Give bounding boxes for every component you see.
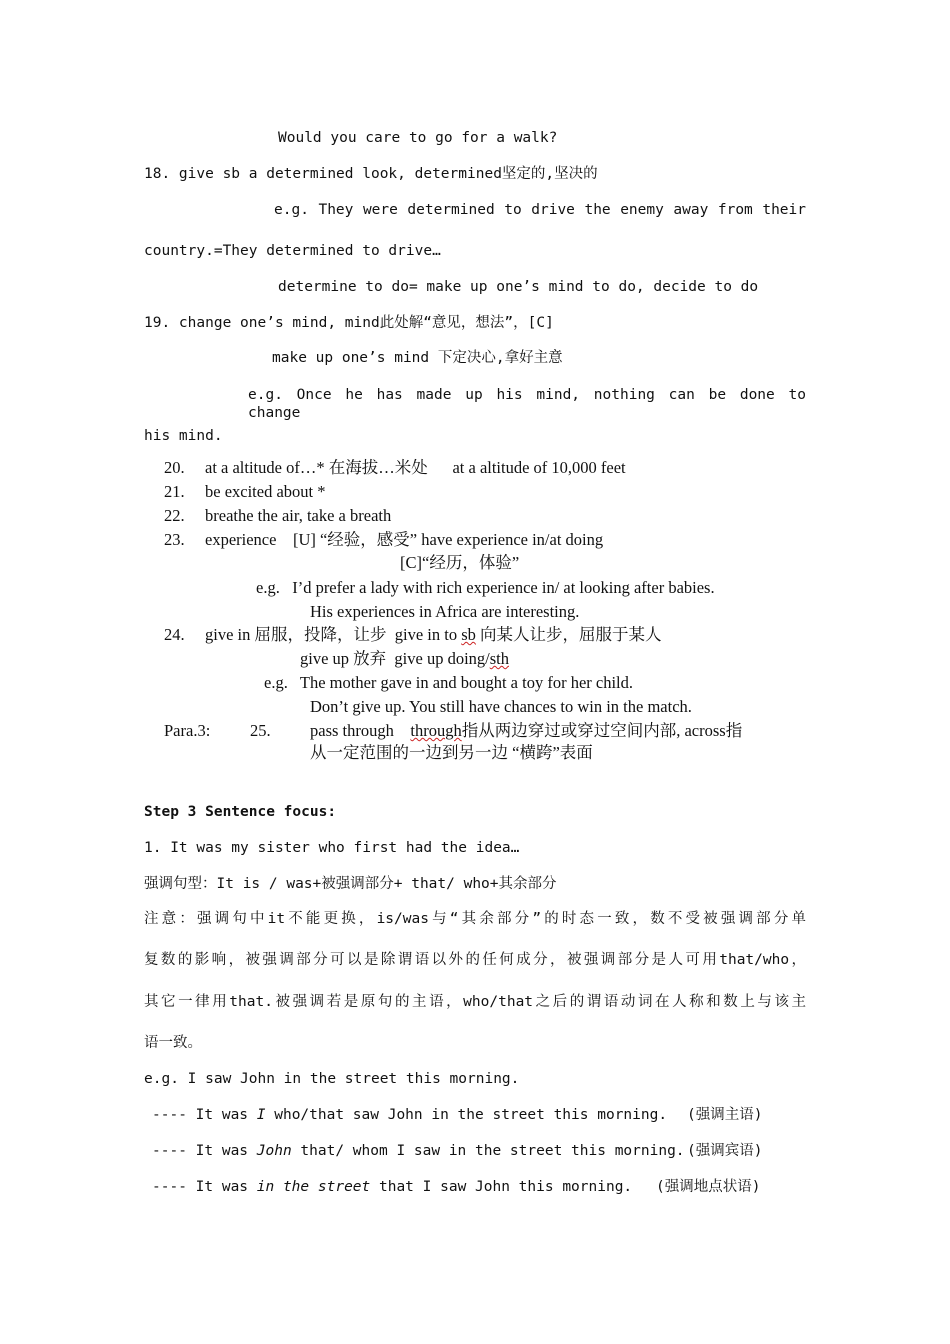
text-run: I xyxy=(256,1107,266,1123)
item-24 xyxy=(205,626,662,644)
item-21-number: 21. xyxy=(164,482,185,501)
sentence-1: 1. It was my sister who first had the idea… xyxy=(144,840,520,856)
text-line: Don’t give up. You still have chances to win in the match. xyxy=(310,697,692,716)
text-line: country.=They determined to drive… xyxy=(144,243,441,259)
example-line: e.g. The mother gave in and bought a toy for her child. xyxy=(264,673,634,692)
text-line: 强调句型：It is / was+被强调部分+ that/ who+其余部分 xyxy=(144,876,557,892)
text-run: ---- It was xyxy=(152,1143,257,1159)
item-25 xyxy=(310,722,742,740)
text-run: John xyxy=(256,1143,292,1159)
example-line xyxy=(152,1178,632,1196)
text-run: pass through xyxy=(310,721,411,740)
text-line: 从一定范围的一边到另一边 “横跨”表面 xyxy=(310,743,593,762)
text-run: ---- It was xyxy=(152,1107,257,1123)
item-24-number: 24. xyxy=(164,625,185,644)
example-line xyxy=(152,1106,667,1124)
text-run: 向某人让步，屈服于某人 xyxy=(475,625,662,644)
item-23: experience [U] “经验，感受” have experience in/at doing xyxy=(205,530,604,549)
text-run: who/that saw John in the street this morning. xyxy=(265,1107,668,1123)
example-line: e.g. They were determined to drive the enemy away from their xyxy=(274,202,806,218)
text-run: 指从两边穿过或穿过空间内部, across指 xyxy=(461,721,743,740)
paragraph-line: 复数的影响，被强调部分可以是除谓语以外的任何成分，被强调部分是人可用that/who， xyxy=(144,952,806,968)
text-line: his mind. xyxy=(144,428,223,444)
text-run: that/ whom I saw in the street this morning. xyxy=(291,1143,685,1159)
text-run: give in 屈服，投降，让步 give in to xyxy=(205,625,462,644)
annotation: (强调主语) xyxy=(687,1107,763,1123)
example-line xyxy=(152,1142,685,1160)
text-line: 语一致。 xyxy=(144,1035,202,1051)
item-21: be excited about * xyxy=(205,482,326,501)
text-line: Would you care to go for a walk? xyxy=(278,130,558,146)
example-line: e.g. Once he has made up his mind, nothing can be done to change xyxy=(248,387,806,421)
item-22-number: 22. xyxy=(164,506,185,525)
text-run: sth xyxy=(489,649,509,668)
text-run: in the street xyxy=(256,1179,371,1195)
item-25-number: 25. xyxy=(250,721,271,740)
paragraph-line: 注意：强调句中it不能更换，is/was与“其余部分”的时态一致，数不受被强调部分单 xyxy=(144,911,806,927)
text-run: ---- It was xyxy=(152,1179,257,1195)
annotation: (强调宾语) xyxy=(687,1143,763,1159)
example-line: e.g. I saw John in the street this morning. xyxy=(144,1071,520,1087)
item-22: breathe the air, take a breath xyxy=(205,506,392,525)
item-23-number: 23. xyxy=(164,530,185,549)
para-label: Para.3: xyxy=(164,721,211,740)
item-20-number: 20. xyxy=(164,458,185,477)
section-heading: Step 3 Sentence focus: xyxy=(144,804,337,820)
paragraph-line: 其它一律用that.被强调若是原句的主语，who/that之后的谓语动词在人称和数上与该主 xyxy=(144,994,806,1010)
text-run: that I saw John this morning. xyxy=(370,1179,633,1195)
text-line: His experiences in Africa are interesting. xyxy=(310,602,580,621)
item-18: 18. give sb a determined look, determined坚定的,坚决的 xyxy=(144,166,598,182)
text-run: sb xyxy=(461,625,476,644)
item-19: 19. change one’s mind, mind此处解“意见，想法”，[C] xyxy=(144,315,554,331)
text-line: [C]“经历，体验” xyxy=(400,553,520,572)
text-line xyxy=(300,650,509,668)
example-line: e.g. I’d prefer a lady with rich experience in/ at looking after babies. xyxy=(256,578,715,597)
text-line: determine to do= make up one’s mind to do, decide to do xyxy=(278,279,759,295)
text-run: give up 放弃 give up doing/ xyxy=(300,649,490,668)
text-run: through xyxy=(410,721,462,740)
text-line: make up one’s mind 下定决心,拿好主意 xyxy=(272,350,563,366)
annotation: (强调地点状语) xyxy=(656,1179,761,1195)
item-20: at a altitude of…* 在海拔…米处 at a altitude of 10,000 feet xyxy=(205,458,626,477)
